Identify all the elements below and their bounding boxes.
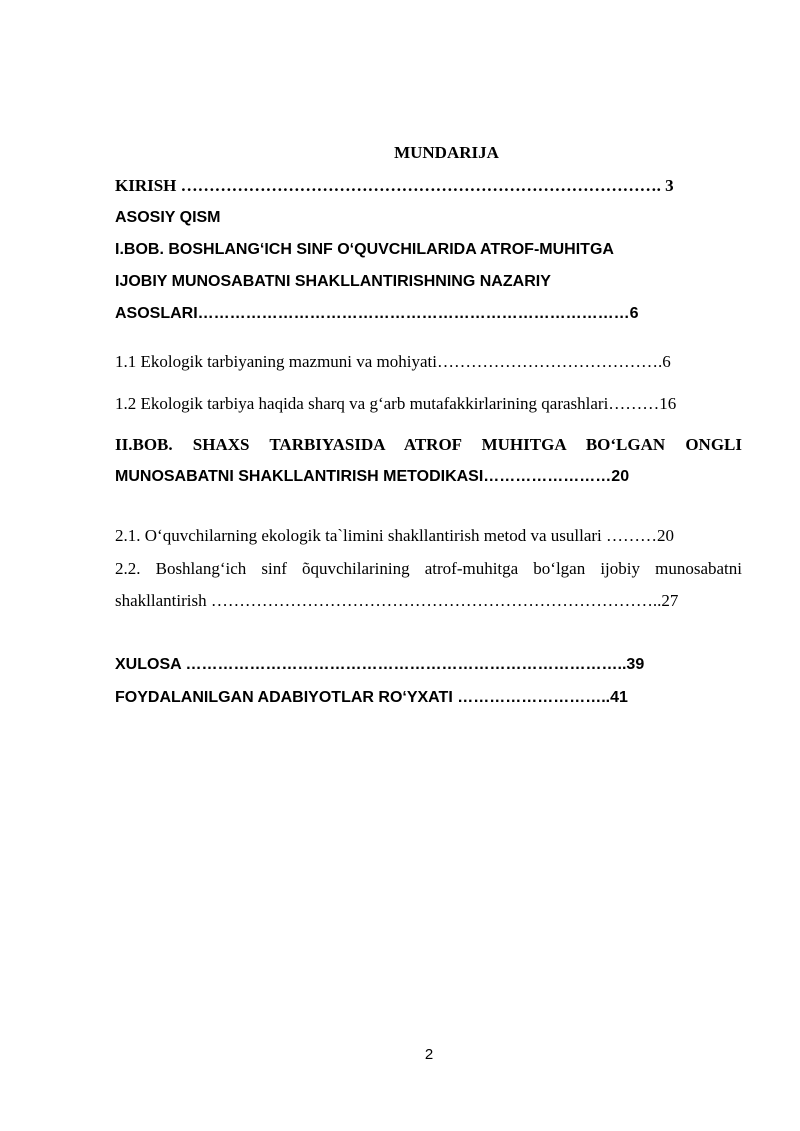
page-title: MUNDARIJA (394, 143, 499, 162)
toc-chapter-2-line-1: II.BOB. SHAXS TARBIYASIDA ATROF MUHITGA BO‘LGAN ONGLI (115, 435, 742, 454)
toc-entry-1-1: 1.1 Ekologik tarbiyaning mazmuni va mohiyati………………………………….6 (115, 352, 671, 371)
toc-section-asosiy-qism: ASOSIY QISM (115, 209, 221, 226)
page-number: 2 (424, 1046, 434, 1063)
toc-entry-2-2-line-2: shakllantirish ……………………………………………………………………..27 (115, 591, 679, 610)
toc-chapter-1-line-2: IJOBIY MUNOSABATNI SHAKLLANTIRISHNING NAZARIY (115, 273, 551, 290)
toc-chapter-1-line-3: ASOSLARI………………………………………………………………………6 (115, 305, 639, 322)
toc-entry-2-2-line-1: 2.2. Boshlang‘ich sinf õquvchilarining atrof-muhitga bo‘lgan ijobiy munosabatni (115, 559, 742, 578)
toc-entry-xulosa: XULOSA ………………………………………………………………………..39 (115, 656, 645, 673)
toc-chapter-1-line-1: I.BOB. BOSHLANG‘ICH SINF O‘QUVCHILARIDA ATROF-MUHITGA (115, 241, 614, 258)
toc-entry-2-1: 2.1. O‘quvchilarning ekologik ta`limini shakllantirish metod va usullari ………20 (115, 526, 675, 545)
toc-chapter-2-line-2: MUNOSABATNI SHAKLLANTIRISH METODIKASI……………………20 (115, 468, 630, 485)
toc-entry-kirish: KIRISH …………………………………………………………………………. 3 (115, 176, 674, 195)
toc-entry-1-2: 1.2 Ekologik tarbiya haqida sharq va g‘arb mutafakkirlarining qarashlari………16 (115, 394, 677, 413)
toc-entry-adabiyotlar: FOYDALANILGAN ADABIYOTLAR RO‘YXATI ………………………..41 (115, 689, 628, 706)
